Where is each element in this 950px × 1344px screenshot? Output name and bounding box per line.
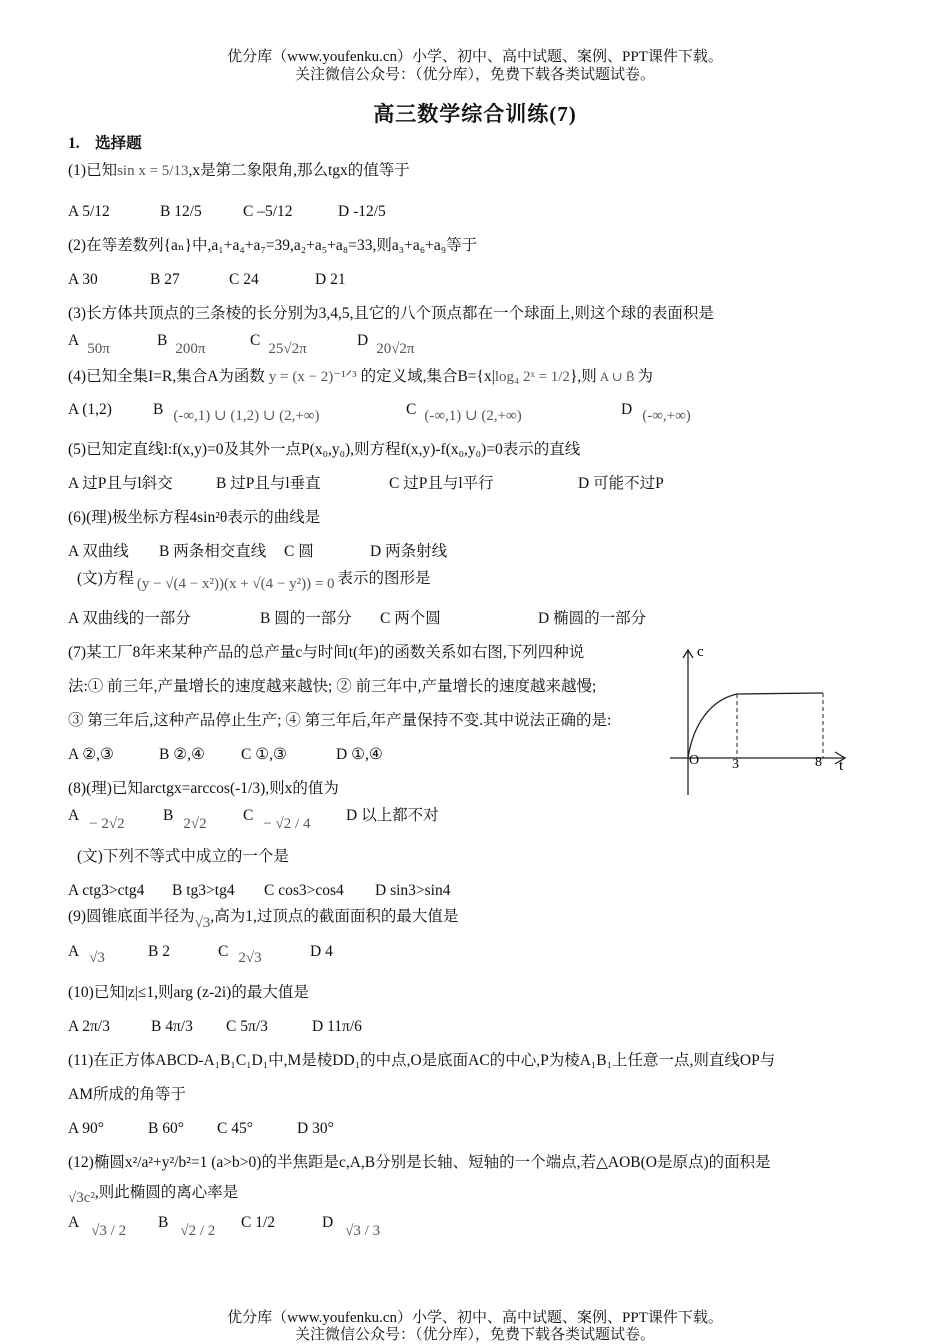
q8-wen-option-d[interactable]: D sin3>sin4 <box>375 882 451 899</box>
q4-option-d[interactable] <box>621 400 691 424</box>
q8-option-b[interactable] <box>163 806 207 832</box>
q6-wen-option-c[interactable]: C 两个圆 <box>380 610 441 627</box>
q4-pre: (4)已知全集I=R,集合A为函数 <box>68 368 265 385</box>
q9-pre: (9)圆锥底面半径为 <box>68 908 195 925</box>
q7-option-b[interactable]: B ②,④ <box>159 746 205 763</box>
q3-a-label: A <box>68 332 80 349</box>
graph-curve <box>688 693 823 758</box>
q6-wen-option-d[interactable]: D 椭圆的一部分 <box>538 610 647 627</box>
q5-option-a[interactable]: A 过P且与l斜交 <box>68 475 173 492</box>
section-heading: 1. 选择题 <box>68 135 142 152</box>
q2-option-b[interactable]: B 27 <box>150 271 180 288</box>
q8-option-a[interactable] <box>68 806 125 832</box>
q3-a-value: 50π <box>87 341 110 357</box>
q6-li-option-b[interactable]: B 两条相交直线 <box>159 543 267 560</box>
q4-d-label: D <box>621 401 633 418</box>
question-11-line-2: AM所成的角等于 <box>68 1086 186 1103</box>
q11-option-a[interactable]: A 90° <box>68 1120 104 1137</box>
q4-d-value: (-∞,+∞) <box>642 408 691 424</box>
q8-c-value: − √2 / 4 <box>263 816 311 832</box>
q4-option-c[interactable] <box>406 400 522 424</box>
q3-c-label: C <box>250 332 261 349</box>
question-2: (2)在等差数列{aₙ}中,a₁+a₄+a₇=39,a₂+a₅+a₈=33,则a₃+a₆+a₉等于 <box>68 237 478 254</box>
q9-option-b[interactable]: B 2 <box>148 943 170 960</box>
q3-c-value: 25√2π <box>268 341 307 357</box>
q8-wen-option-a[interactable]: A ctg3>ctg4 <box>68 882 145 899</box>
q12-b-value: √2 / 2 <box>180 1223 216 1239</box>
q8-wen-option-b[interactable]: B tg3>tg4 <box>172 882 235 899</box>
q4-expr2: log₄ 2ˣ = 1/2 <box>494 369 570 385</box>
q4-option-b[interactable] <box>153 400 320 424</box>
header-line-2: 关注微信公众号：（优分库），免费下载各类试题试卷。 <box>294 67 655 83</box>
question-12-line-1: (12)椭圆x²/a²+y²/b²=1 (a>b>0)的半焦距是c,A,B分别是长轴、短轴的一个端点,若△AOB(O是原点)的面积是 <box>68 1154 771 1171</box>
q6-wen-option-a[interactable]: A 双曲线的一部分 <box>68 610 191 627</box>
q9-option-a[interactable] <box>68 942 105 966</box>
question-5: (5)已知定直线l:f(x,y)=0及其外一点P(x₀,y₀),则方程f(x,y)-f(x₀,y₀)=0表示的直线 <box>68 441 581 458</box>
question-8-wen: (文)下列不等式中成立的一个是 <box>77 848 289 865</box>
q12-d-label: D <box>322 1214 334 1231</box>
q1-option-a[interactable]: A 5/12 <box>68 203 110 220</box>
q9-option-c[interactable] <box>218 942 262 966</box>
q4-post1: },则 <box>569 368 597 385</box>
q12-option-b[interactable] <box>158 1213 216 1239</box>
q11-option-d[interactable]: D 30° <box>297 1120 334 1137</box>
q4-expr1: y = (x − 2)⁻¹ᐟ³ <box>268 369 357 385</box>
question-7-line-1: (7)某工厂8年来某种产品的总产量c与时间t(年)的函数关系如右图,下列四种说 <box>68 644 585 661</box>
q5-option-b[interactable]: B 过P且与l垂直 <box>216 475 321 492</box>
question-11-line-1: (11)在正方体ABCD-A₁B₁C₁D₁中,M是棱DD₁的中点,O是底面AC的中心,P为棱A₁B₁上任意一点,则直线OP与 <box>68 1052 776 1069</box>
q2-option-c[interactable]: C 24 <box>229 271 259 288</box>
q7-option-a[interactable]: A ②,③ <box>68 746 114 763</box>
q8-c-label: C <box>243 807 254 824</box>
q3-d-label: D <box>357 332 369 349</box>
q12-d-value: √3 / 3 <box>345 1223 381 1239</box>
q6-wen-expr: (y − √(4 − x²))(x + √(4 − y²)) = 0 <box>136 576 335 592</box>
q3-option-d[interactable] <box>357 331 415 357</box>
header-line-1: 优分库（www.youfenku.cn）小学、初中、高中试题、案例、PPT课件下载。 <box>227 49 723 65</box>
question-1 <box>68 161 410 181</box>
q4-option-a[interactable]: A (1,2) <box>68 401 112 418</box>
page-title: 高三数学综合训练(7) <box>373 102 577 126</box>
graph-tick-3: 3 <box>732 757 739 772</box>
q6-li-option-d[interactable]: D 两条射线 <box>370 543 448 560</box>
q9-post: ,高为1,过顶点的截面面积的最大值是 <box>210 908 459 925</box>
q1-post: ,x是第二象限角,那么tgx的值等于 <box>188 162 410 179</box>
question-8-li: (8)(理)已知arctgx=arccos(-1/3),则x的值为 <box>68 780 339 797</box>
q2-option-a[interactable]: A 30 <box>68 271 98 288</box>
q6-li-option-c[interactable]: C 圆 <box>284 543 314 560</box>
question-10: (10)已知|z|≤1,则arg (z-2i)的最大值是 <box>68 984 309 1001</box>
q12-expr: √3c² <box>68 1190 95 1206</box>
question-9 <box>68 907 459 931</box>
q9-a-value: √3 <box>89 950 105 966</box>
q3-option-b[interactable] <box>157 331 206 357</box>
question-7-line-2: 法:① 前三年,产量增长的速度越来越快; ② 前三年中,产量增长的速度越来越慢; <box>68 678 597 695</box>
q8-wen-option-c[interactable]: C cos3>cos4 <box>264 882 344 899</box>
q4-c-label: C <box>406 401 417 418</box>
question-6-wen <box>77 569 431 592</box>
q1-pre: (1)已知 <box>68 162 118 179</box>
q12-a-value: √3 / 2 <box>91 1223 127 1239</box>
q1-option-c[interactable]: C –5/12 <box>243 203 293 220</box>
q5-option-d[interactable]: D 可能不过P <box>578 475 664 492</box>
footer-line-2: 关注微信公众号：（优分库），免费下载各类试题试卷。 <box>294 1327 655 1343</box>
q6-wen-option-b[interactable]: B 圆的一部分 <box>260 610 352 627</box>
q5-option-c[interactable]: C 过P且与l平行 <box>389 475 494 492</box>
q7-option-c[interactable]: C ①,③ <box>241 746 287 763</box>
q1-option-b[interactable]: B 12/5 <box>160 203 202 220</box>
q12-option-a[interactable] <box>68 1213 127 1239</box>
question-7-line-3: ③ 第三年后,这种产品停止生产; ④ 第三年后,年产量保持不变.其中说法正确的是: <box>68 712 612 729</box>
q3-b-value: 200π <box>175 341 206 357</box>
q8-option-d[interactable]: D 以上都不对 <box>346 807 439 824</box>
q3-option-a[interactable] <box>68 331 110 357</box>
q4-expr3: A ∪ B̄ <box>599 369 635 384</box>
graph-x-label: t <box>839 758 844 774</box>
q1-option-d[interactable]: D -12/5 <box>338 203 386 220</box>
q2-option-d[interactable]: D 21 <box>315 271 346 288</box>
q9-a-label: A <box>68 943 80 960</box>
q9-expr: √3 <box>194 915 211 931</box>
q3-d-value: 20√2π <box>376 341 415 357</box>
graph-y-label: c <box>697 644 704 660</box>
q7-option-d[interactable]: D ①,④ <box>336 746 383 763</box>
q9-c-value: 2√3 <box>238 950 262 966</box>
footer-line-1: 优分库（www.youfenku.cn）小学、初中、高中试题、案例、PPT课件下载。 <box>227 1310 723 1326</box>
graph-tick-8: 8 <box>815 755 822 770</box>
q1-expr: sin x = 5/13 <box>117 163 189 179</box>
q3-b-label: B <box>157 332 168 349</box>
q8-a-value: − 2√2 <box>89 816 125 832</box>
question-3: (3)长方体共顶点的三条棱的长分别为3,4,5,且它的八个顶点都在一个球面上,则这个球的表面积是 <box>68 305 714 322</box>
q8-a-label: A <box>68 807 80 824</box>
q12-option-d[interactable] <box>322 1213 381 1239</box>
q12-option-c[interactable]: C 1/2 <box>241 1214 276 1231</box>
q4-b-label: B <box>153 401 164 418</box>
q10-option-b[interactable]: B 4π/3 <box>151 1018 193 1035</box>
q4-b-value: (-∞,1) ∪ (1,2) ∪ (2,+∞) <box>173 408 320 424</box>
q11-option-b[interactable]: B 60° <box>148 1120 184 1137</box>
q3-option-c[interactable] <box>250 331 307 357</box>
q10-option-d[interactable]: D 11π/6 <box>312 1018 362 1035</box>
q9-c-label: C <box>218 943 229 960</box>
q12-b-label: B <box>158 1214 169 1231</box>
q6-wen-pre: (文)方程 <box>77 570 134 587</box>
q4-c-value: (-∞,1) ∪ (2,+∞) <box>424 408 522 424</box>
q12-post: ,则此椭圆的离心率是 <box>94 1184 239 1201</box>
q10-option-a[interactable]: A 2π/3 <box>68 1018 110 1035</box>
q6-wen-post: 表示的图形是 <box>337 570 431 587</box>
q10-option-c[interactable]: C 5π/3 <box>226 1018 268 1035</box>
graph-origin: O <box>689 753 700 768</box>
question-4 <box>68 367 653 387</box>
q11-option-c[interactable]: C 45° <box>217 1120 253 1137</box>
q12-a-label: A <box>68 1214 80 1231</box>
question-6-li: (6)(理)极坐标方程4sin²θ表示的曲线是 <box>68 509 321 526</box>
q8-b-label: B <box>163 807 174 824</box>
q4-post2: 为 <box>637 368 654 385</box>
q7-graph <box>665 640 865 800</box>
q9-option-d[interactable]: D 4 <box>310 943 333 960</box>
question-12-line-2 <box>68 1183 239 1206</box>
q4-mid: 的定义域,集合B={x| <box>360 368 495 385</box>
q8-option-c[interactable] <box>243 806 311 832</box>
q8-b-value: 2√2 <box>183 816 207 832</box>
q6-li-option-a[interactable]: A 双曲线 <box>68 543 129 560</box>
